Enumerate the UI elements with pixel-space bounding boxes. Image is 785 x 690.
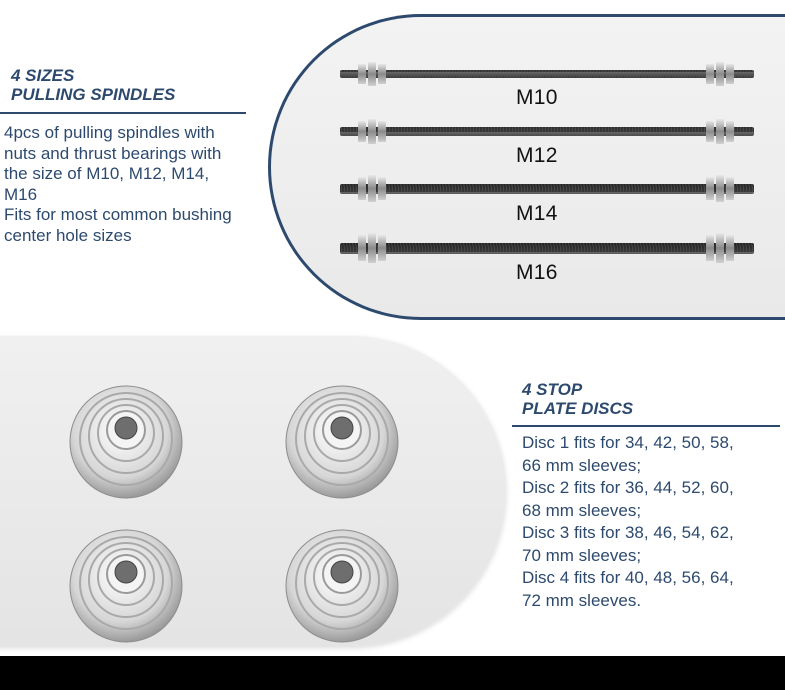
spindles-desc-line: nuts and thrust bearings with [4, 143, 222, 163]
disc-4 [284, 528, 400, 644]
spindle-m10 [340, 62, 754, 86]
spindles-heading [11, 66, 175, 104]
spindles-description [4, 123, 279, 246]
discs-desc-line: 70 mm sleeves; [522, 545, 642, 565]
spindles-desc-line: the size of M10, M12, M14, [4, 164, 210, 183]
spindles-desc-line: center hole sizes [4, 225, 132, 245]
discs-heading-line1: 4 STOP [522, 380, 583, 399]
disc-3 [68, 528, 184, 644]
discs-desc-line: 72 mm sleeves. [522, 590, 642, 610]
spindle-label-m10: M10 [516, 86, 558, 109]
spindle-m14 [340, 175, 754, 202]
discs-heading [522, 380, 633, 418]
spindle-m12 [340, 119, 754, 144]
spindles-heading-rule [0, 112, 246, 114]
discs-desc-line: Disc 1 fits for 34, 42, 50, 58, [522, 433, 734, 452]
disc-2 [284, 384, 400, 500]
spindles-desc-line: M16 [4, 184, 38, 204]
discs-heading-rule [512, 425, 780, 427]
discs-desc-line: 66 mm sleeves; [522, 455, 642, 475]
disc-1 [68, 384, 184, 500]
spindle-label-m14: M14 [516, 202, 558, 225]
spindles-desc-line: 4pcs of pulling spindles with [4, 123, 215, 142]
discs-description [522, 432, 782, 612]
discs-heading-line2: PLATE DISCS [522, 399, 634, 418]
spindle-label-m16: M16 [516, 261, 558, 284]
spindle-m16 [340, 233, 754, 263]
spindles-desc-line: Fits for most common bushing [4, 205, 232, 224]
discs-desc-line: Disc 2 fits for 36, 44, 52, 60, [522, 478, 734, 497]
spindles-heading-line2: PULLING SPINDLES [11, 85, 176, 104]
bottom-black-band [0, 656, 785, 690]
discs-desc-line: Disc 4 fits for 40, 48, 56, 64, [522, 568, 734, 587]
discs-desc-line: 68 mm sleeves; [522, 500, 642, 520]
spindle-label-m12: M12 [516, 144, 558, 167]
discs-desc-line: Disc 3 fits for 38, 46, 54, 62, [522, 523, 734, 542]
spindles-heading-line1: 4 SIZES [11, 66, 75, 85]
